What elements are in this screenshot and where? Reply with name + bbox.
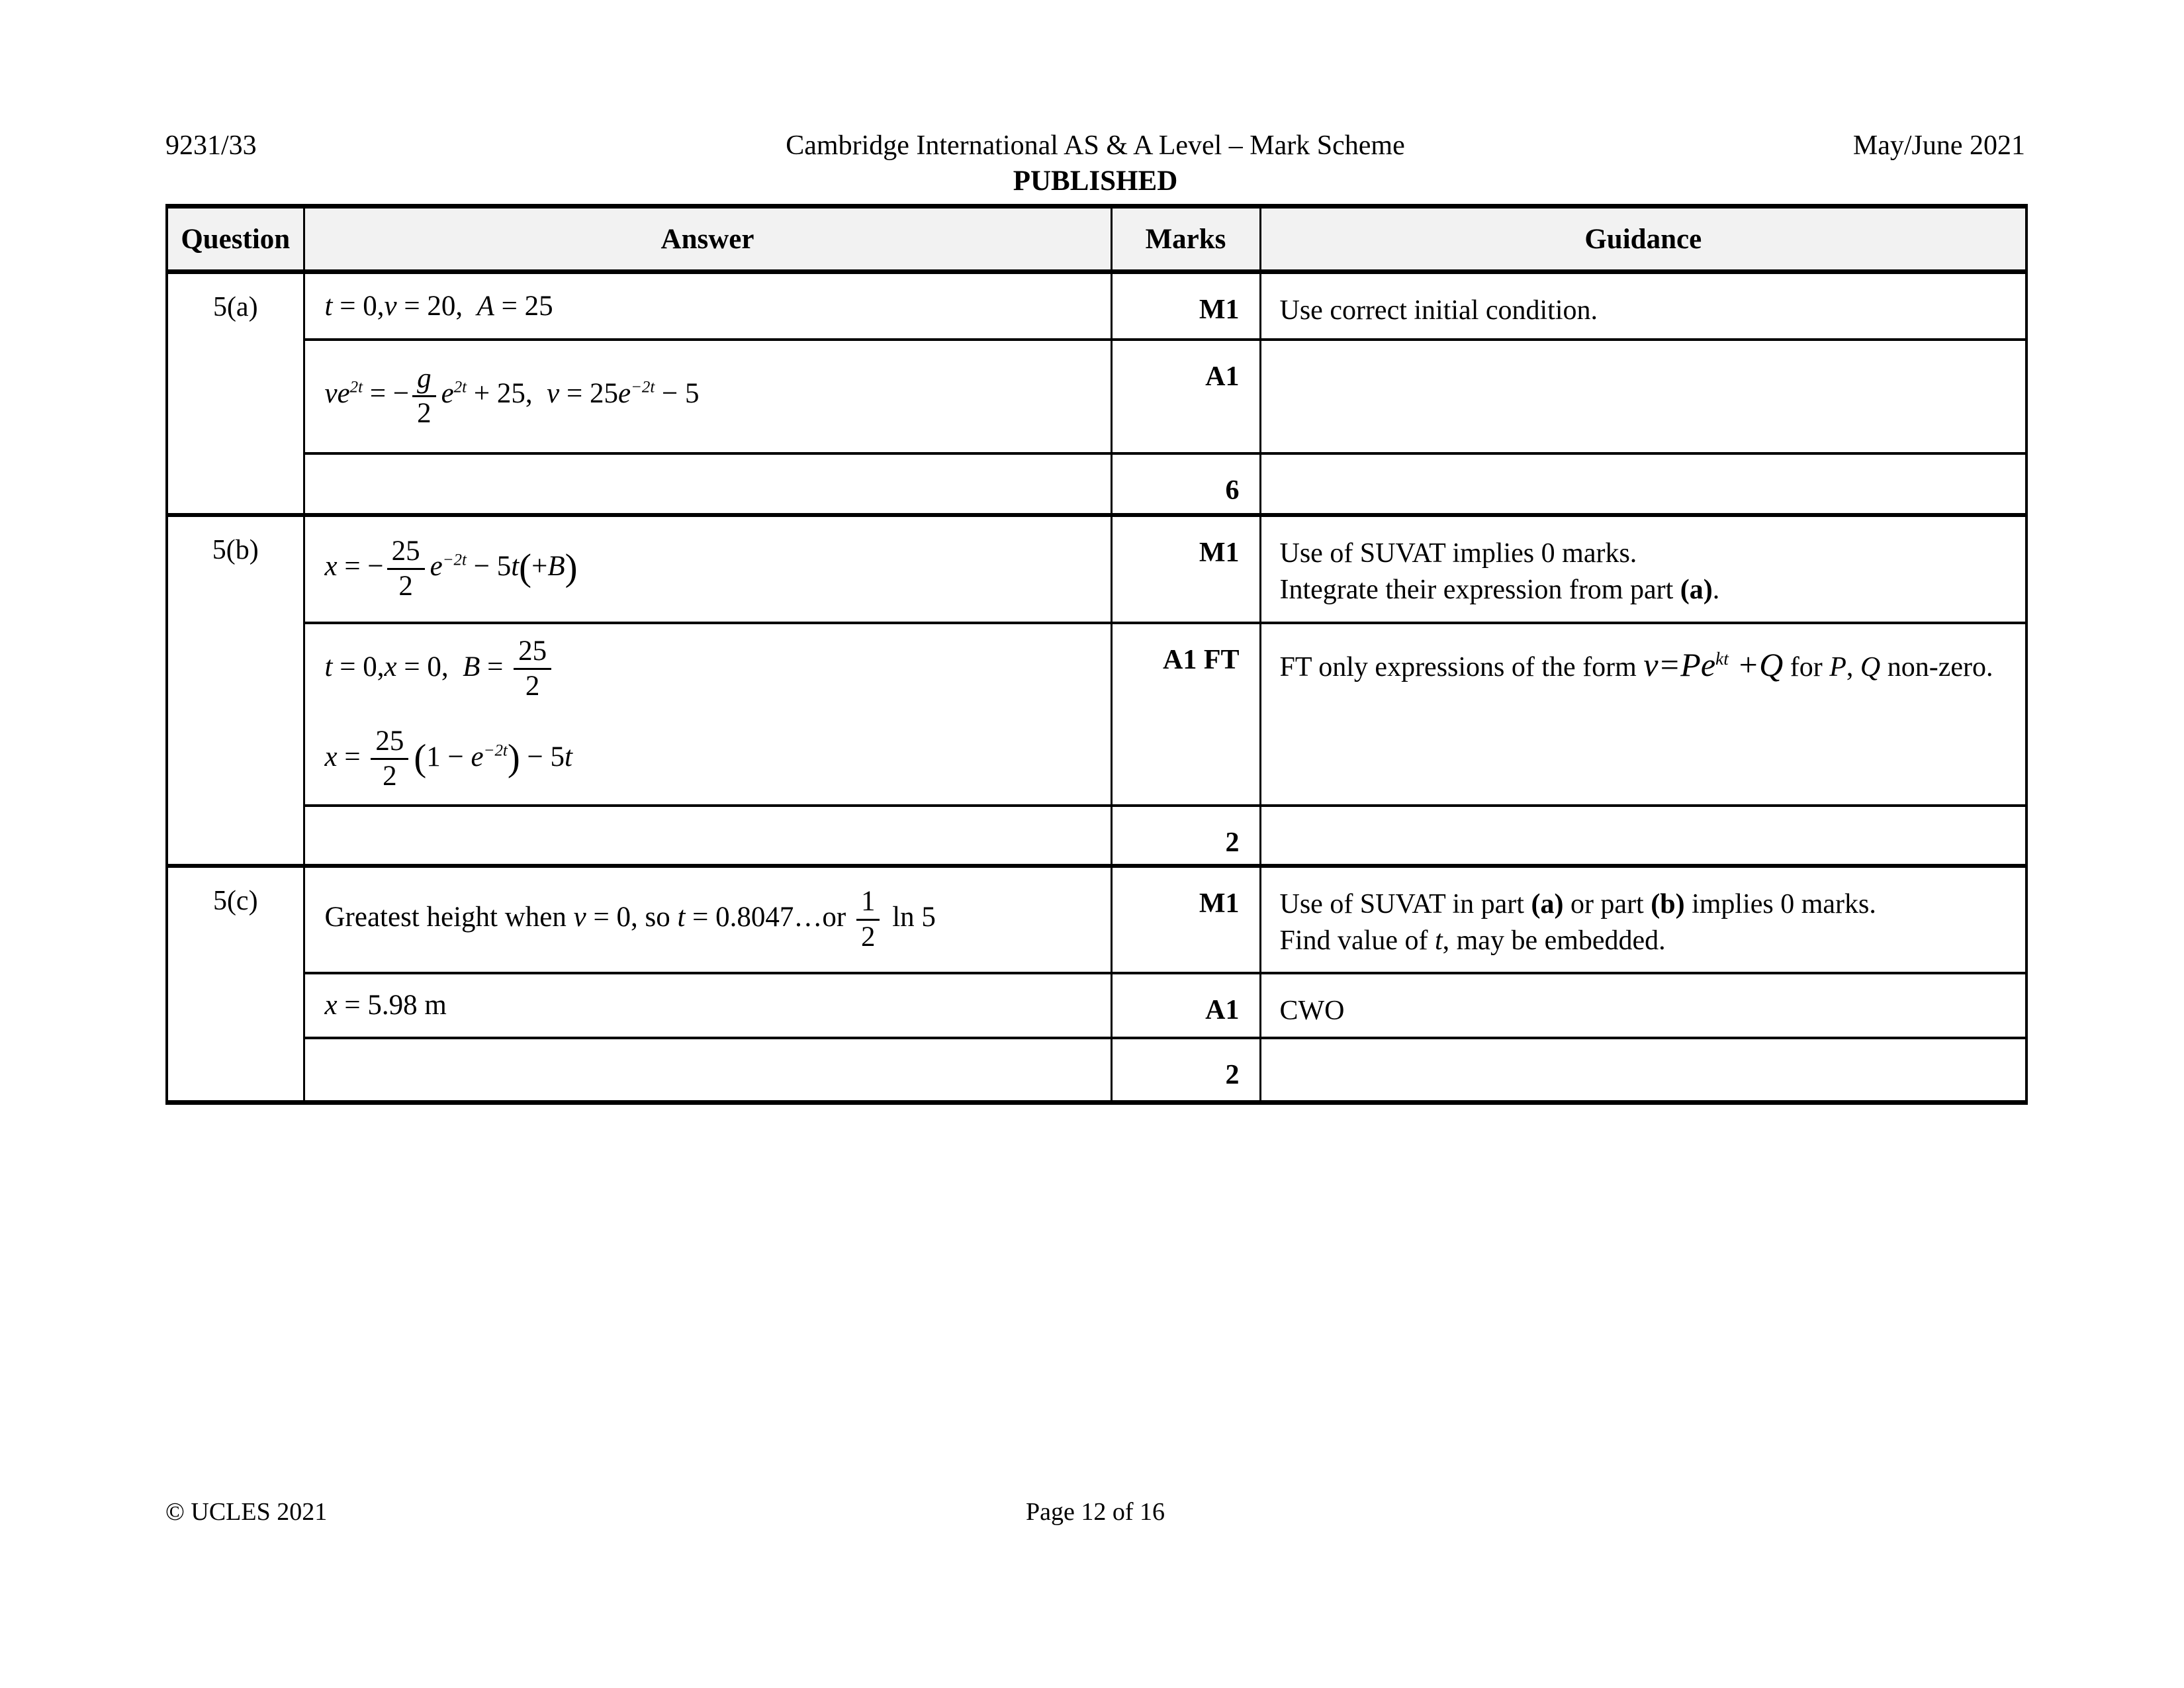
question-label: 5(c) [212,885,258,916]
answer-cell-5a-total [304,453,1111,515]
marks-cell-5a-1: M1 [1111,272,1260,340]
fraction: $\frac{g}{2}$ [412,363,436,430]
fraction: $\frac{25}{2}$ [371,726,408,792]
table-row-5a-total [167,453,2026,515]
guidance-cell-5b-1 [1260,515,2026,623]
guidance-text: Find value of t, may be embedded. [1279,925,1666,956]
marks-cell-5c-2: A1 [1111,973,1260,1038]
guidance-text: CWO [1279,995,1345,1026]
copyright-text: © UCLES 2021 [165,1498,328,1526]
answer-formula: Greatest height when v = 0, so t = 0.8047…or $\frac{1}{2}$ ln 5 [324,886,936,953]
answer-cell-5a-2 [304,340,1111,453]
table-row-5b-2 [167,623,2026,806]
question-label: 5(a) [212,292,258,322]
answer-formula: t = 0,x = 0, B = $\frac{25}{2}$ [325,636,1103,702]
guidance-cell-5c-2 [1260,973,2026,1038]
guidance-cell-5c-total [1260,1038,2026,1103]
answer-formula: x = 5.98 m [324,990,447,1021]
total-marks-cell-5c: 2 [1111,1038,1260,1103]
answer-cell-5c-total [304,1038,1111,1103]
answer-cell-5b-1 [304,515,1111,623]
table-row-5b-1 [167,515,2026,623]
guidance-cell-5b-total [1260,806,2026,866]
question-cell-5b [167,515,304,866]
guidance-cell-5b-2 [1260,623,2026,806]
question-cell-5c [167,866,304,1103]
page-number: Page 12 of 16 [1025,1498,1165,1526]
col-header-marks: Marks [1111,207,1260,272]
table-row-5c-1 [167,866,2026,973]
guidance-cell-5a-total [1260,453,2026,515]
answer-cell-5b-2 [304,623,1111,806]
total-marks-cell-5b: 2 [1111,806,1260,866]
table-row-5a-2 [167,340,2026,453]
fraction: $\frac{25}{2}$ [387,536,425,602]
guidance-cell-5c-1 [1260,866,2026,973]
guidance-text: Integrate their expression from part (a). [1279,574,1720,605]
mark-scheme-table [165,204,2028,1105]
col-header-question: Question [167,207,304,272]
col-header-answer: Answer [304,207,1111,272]
table-row-5a-1 [167,272,2026,340]
marks-cell-5c-1: M1 [1111,866,1260,973]
page-footer [165,1497,2025,1530]
doc-date: May/June 2021 [1852,130,2025,161]
table-row-5c-total [167,1038,2026,1103]
question-cell-5a [167,272,304,515]
question-label: 5(b) [212,534,259,565]
answer-cell-5c-2 [304,973,1111,1038]
marks-cell-5b-2: A1 FT [1111,623,1260,806]
fraction: $\frac{25}{2}$ [514,636,551,702]
answer-cell-5c-1 [304,866,1111,973]
guidance-cell-5a-2 [1260,340,2026,453]
guidance-text: Use of SUVAT in part (a) or part (b) implies 0 marks. [1279,888,1876,919]
answer-cell-5a-1 [304,272,1111,340]
answer-formula: t = 0,v = 20, A = 25 [324,290,553,322]
table-row-5b-total [167,806,2026,866]
answer-formula: x = − $\frac{25}{2}$ $e^{-2t} - 5t(+B)$ [324,535,578,602]
total-marks-cell-5a: 6 [1111,453,1260,515]
published-label: PUBLISHED [1013,165,1178,197]
doc-title: Cambridge International AS & A Level – Mark Scheme [786,130,1405,161]
inline-equation: $v=Pe^{kt} +Q$ [1643,645,1784,683]
marks-cell-5b-1: M1 [1111,515,1260,623]
answer-formula: x = $\frac{25}{2}$ $(1 - e^{-2t}) - 5t$ [324,725,572,792]
col-header-guidance: Guidance [1260,207,2026,272]
fraction: $\frac{1}{2}$ [856,886,880,953]
page-header [165,130,2025,164]
answer-formula: $ve^{2t}$ = − $\frac{g}{2}$ $e^{2t} + 25$, $v = 25e^{-2t} - 5$ [324,362,700,429]
table-header-row [167,207,2026,272]
doc-code: 9231/33 [165,130,257,161]
guidance-text: Use correct initial condition. [1279,295,1598,326]
guidance-text: FT only expressions of the form $v=Pe^{kt} +Q$ for P, Q non-zero. [1279,645,1993,683]
guidance-cell-5a-1 [1260,272,2026,340]
table-row-5c-2 [167,973,2026,1038]
answer-cell-5b-total [304,806,1111,866]
guidance-text: Use of SUVAT implies 0 marks. [1279,538,1637,569]
marks-cell-5a-2: A1 [1111,340,1260,453]
